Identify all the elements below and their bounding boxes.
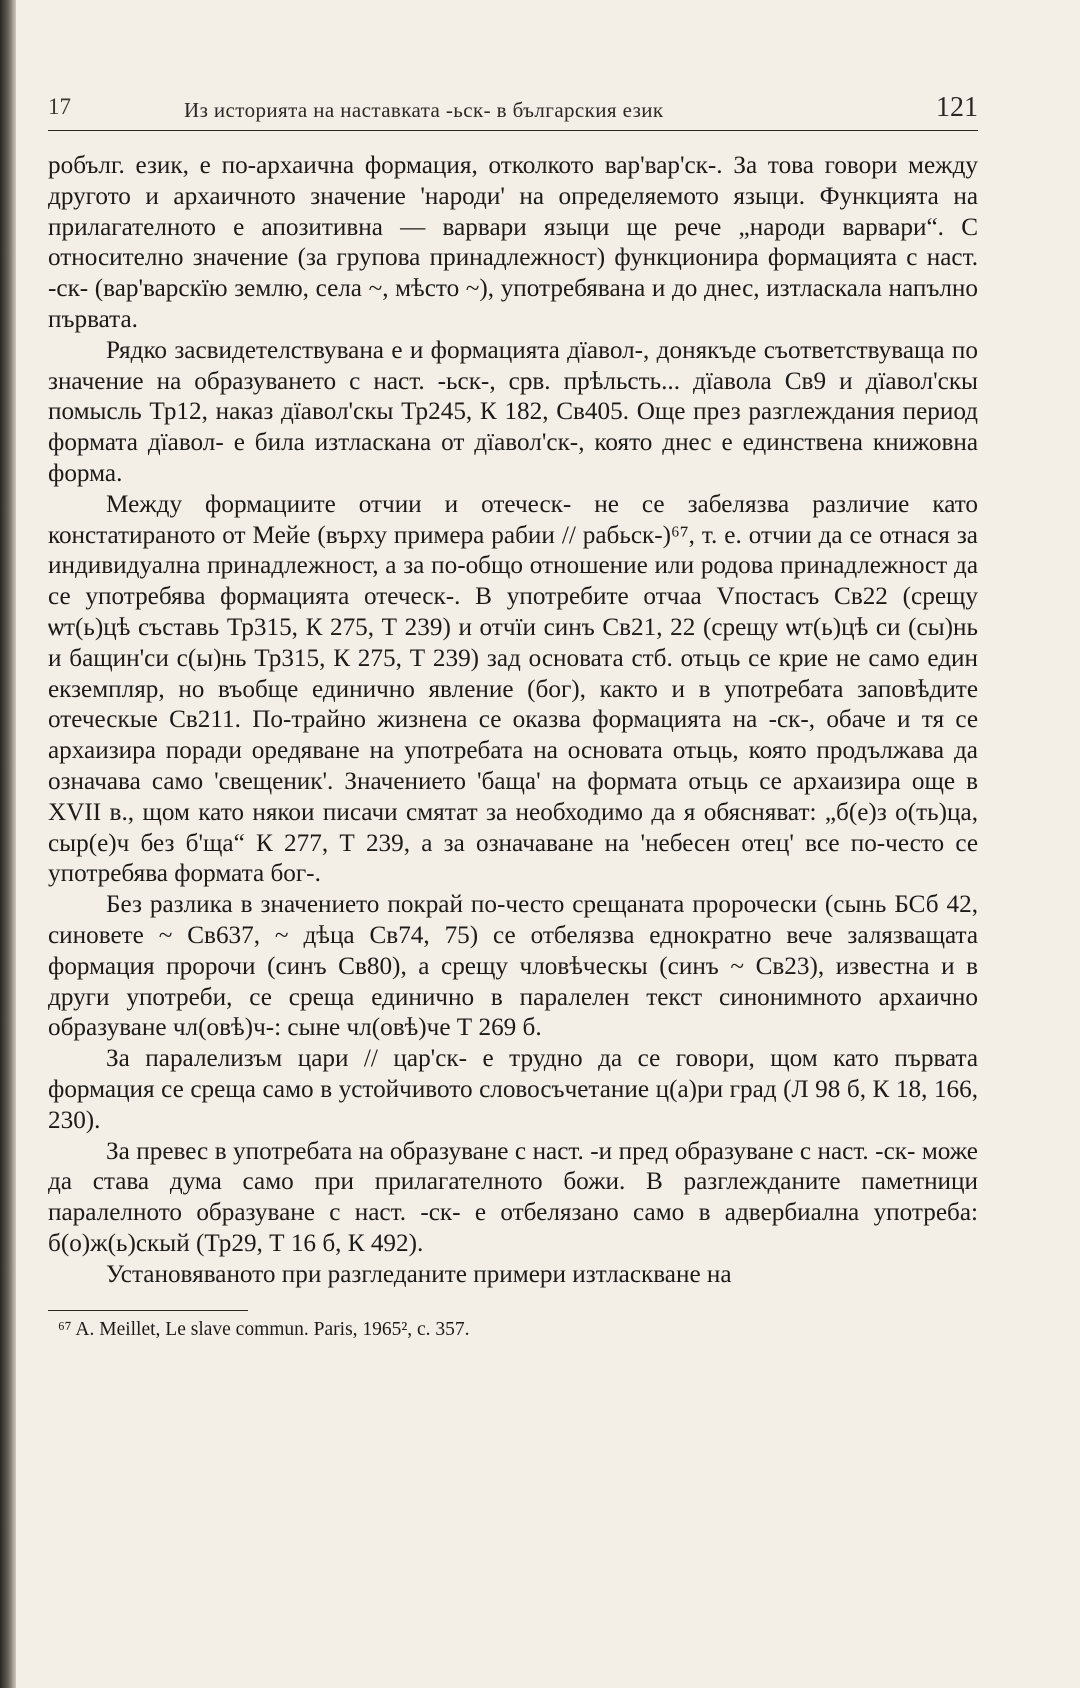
left-page-number: 17 [48, 94, 71, 119]
footnote: ⁶⁷ A. Meillet, Le slave commun. Paris, 1965², c. 357. [58, 1319, 470, 1341]
book-page [48, 86, 978, 1343]
page-number: 121 [936, 92, 978, 123]
body-text [48, 151, 978, 1290]
page-header [48, 86, 978, 131]
paragraph: За паралелизъм цари // цар'ск- е трудно да се говори, щом като първата формация се среща само в устойчивото словосъчетание ц(а)ри град (Л 98 б, К 18, 166, 230). [48, 1045, 978, 1134]
paragraph: Между формациите отчии и отеческ- не се забелязва различие като констатираното от Мейе (върху примера рабии // рабьск-)⁶⁷, т. е. отчии да се отнася за индивидуална принадлежност, а за по-общо отношение или родова принадлежност да се употребява формацията отеческ-. В употребите отчаа Vпостасъ Св22 (срещу ѡт(ь)цѣ съставь Тр315, К 275, Т 239) и отчїи синъ Св21, 22 (срещу ѡт(ь)цѣ си (сы)нь и бащин'си с(ы)нь Тр315, К 275, Т 239) зад основата стб. отьць се крие не само един екземпляр, но въобще единично явление (бог), както и в употребата заповѣдите отеческые Св211. По-трайно жизнена се оказва формацията на -ск-, обаче и тя се архаизира поради оредяване на употребата на основата отьць, която продължава да означава само 'свещеник'. Значението 'баща' на формата отьць се архаизира още в XVII в., щом като някои писачи смятат за необходимо да я обясняват: „б(е)з о(ть)ца, сыр(е)ч без б'ща“ К 277, Т 239, а за означаване на 'небесен отец' все по-често се употребява формата бог-. [48, 490, 978, 888]
paragraph: Рядко засвидетелствувана е и формацията дїавол-, донякъде съответствуваща по значение на образуването с наст. -ьск-, срв. прѣльсть... дїавола Св9 и дїавол'скы помысль Тр12, наказ дїавол'скы Тр245, К 182, Св405. Още през разглеждания период формата дїавол- е била изтласкана от дїавол'ск-, която днес е единствена книжовна форма. [48, 336, 978, 487]
running-title: Из историята на наставката -ьск- в българския език [184, 98, 664, 122]
paragraph: За превес в употребата на образуване с наст. -и пред образуване с наст. -ск- може да става дума само при прилагателното божи. В разглежданите паметници паралелното образуване с наст. -ск- е отбелязано само в адвербиална употреба: б(о)ж(ь)скый (Тр29, Т 16 б, К 492). [48, 1137, 978, 1257]
book-binding-shadow [0, 0, 16, 1688]
paragraph: робълг. език, е по-архаична формация, отколкото вар'вар'ск-. За това говори между другото и архаичното значение 'народи' на определяемото языци. Функцията на прилагателното е апозитивна — варвари языци ще рече „народи варвари“. С относително значение (за групова принадлежност) функционира формацията с наст. -ск- (вар'варскїю землю, села ~, мѣсто ~), употребявана и до днес, изтласкала напълно първата. [48, 152, 978, 333]
footnote-divider [48, 1310, 248, 1311]
paragraph: Без разлика в значението покрай по-често срещаната пророчески (сынь БСб 42, синовете ~ Св637, ~ дѣца Св74, 75) се отбелязва еднократно вече залязващата формация пророчи (синъ Св80), а срещу чловѣческы (синъ ~ Св23), известна и в други употреби, се среща единично в паралелен текст синонимното архаично образуване чл(овѣ)ч-: сыне чл(овѣ)че Т 269 б. [48, 891, 978, 1042]
paragraph: Установяваното при разгледаните примери изтласкване на [106, 1260, 732, 1288]
